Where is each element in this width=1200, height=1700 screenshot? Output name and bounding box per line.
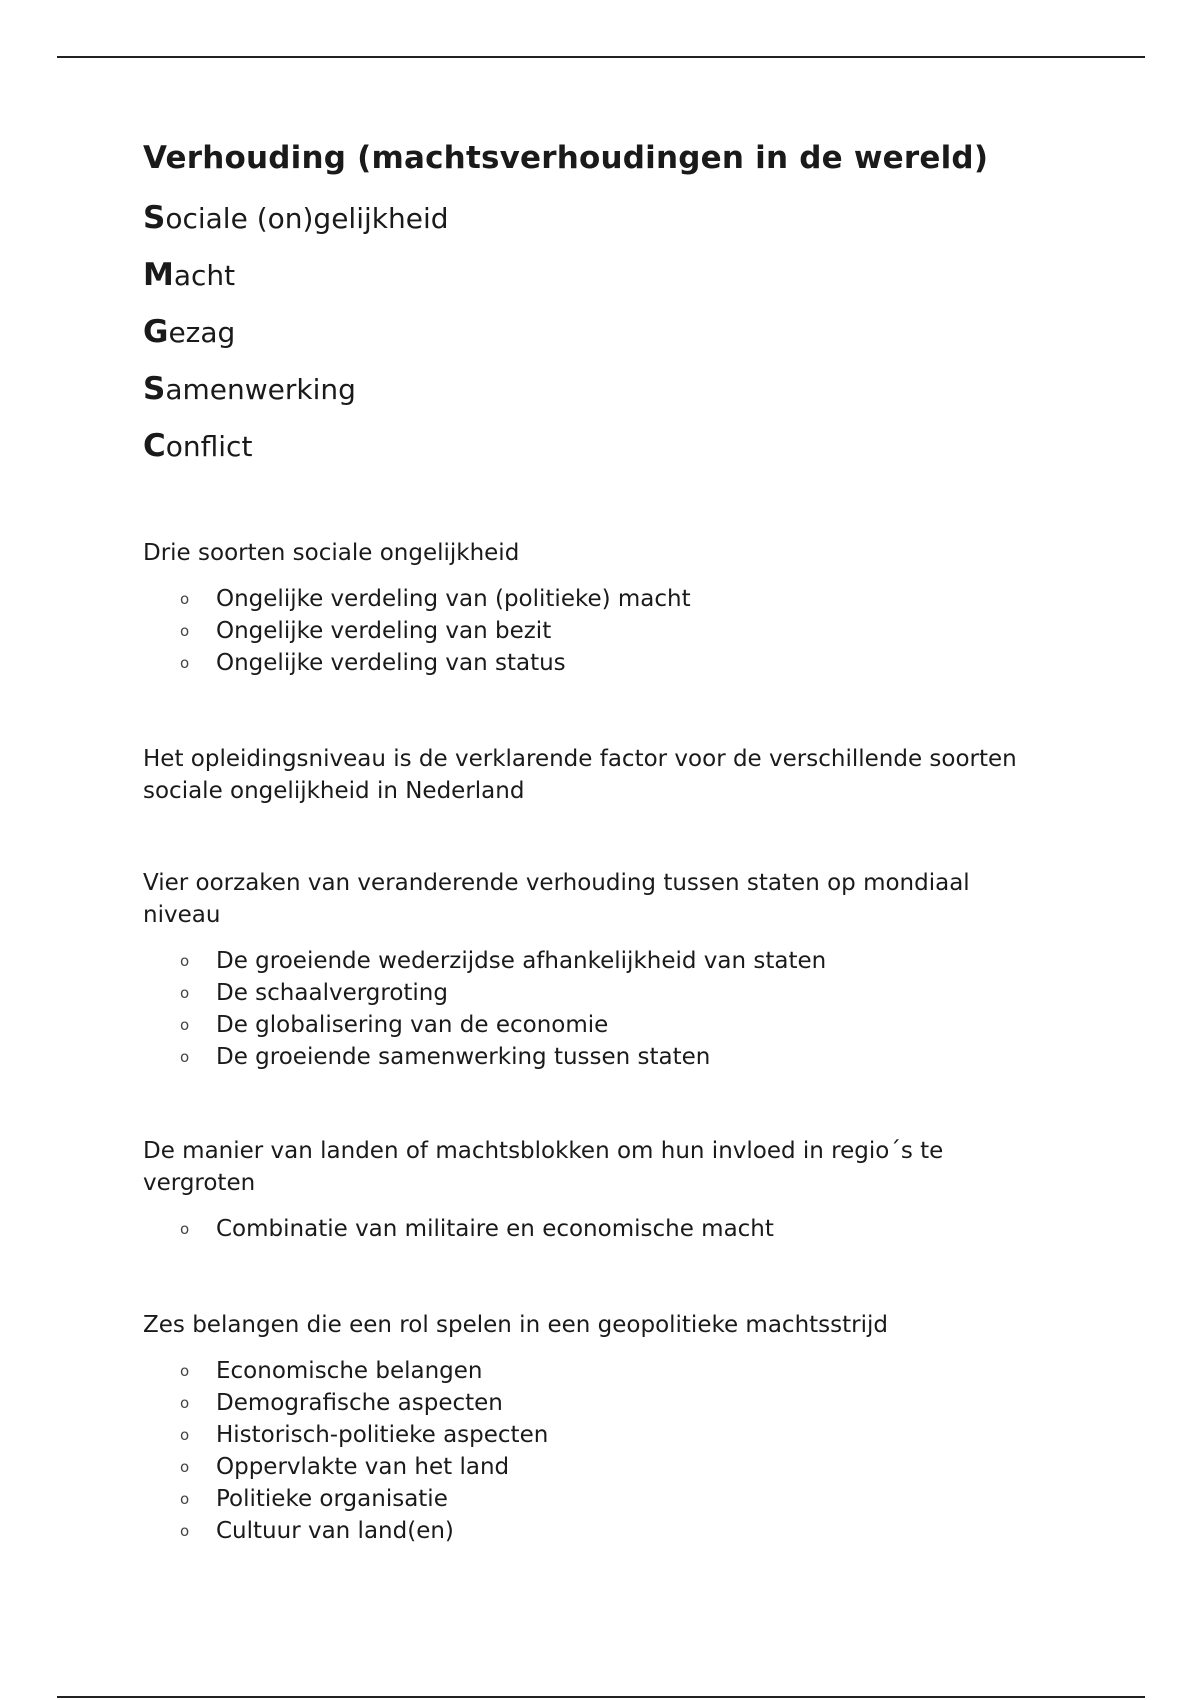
section-heading-invloed: De manier van landen of machtsblokken om hun invloed in regio´s te vergroten	[143, 1138, 944, 1196]
list-item: o Politieke organisatie	[143, 1483, 548, 1515]
section-heading-sociale-ongelijkheid: Drie soorten sociale ongelijkheid	[143, 540, 520, 566]
section-list-invloed	[143, 1213, 774, 1245]
acronym-line-1	[143, 200, 449, 236]
bullet-icon: o	[180, 1426, 190, 1444]
bullet-icon: o	[180, 952, 190, 970]
bullet-icon: o	[180, 1458, 190, 1476]
acronym-line-4	[143, 371, 356, 407]
list-item: o Ongelijke verdeling van (politieke) macht	[143, 583, 691, 615]
bullet-icon: o	[180, 1522, 190, 1540]
list-item: o De schaalvergroting	[143, 977, 826, 1009]
section-list-sociale-ongelijkheid	[143, 583, 691, 679]
section-list-oorzaken	[143, 945, 826, 1073]
top-rule	[57, 56, 1145, 58]
bullet-icon: o	[180, 1016, 190, 1034]
list-item: o De groeiende wederzijdse afhankelijkheid van staten	[143, 945, 826, 977]
acronym-line-3	[143, 314, 235, 350]
page-title: Verhouding (machtsverhoudingen in de wereld)	[143, 140, 989, 176]
bullet-icon: o	[180, 622, 190, 640]
bullet-icon: o	[180, 1048, 190, 1066]
list-item: o Economische belangen	[143, 1355, 548, 1387]
list-item: o De globalisering van de economie	[143, 1009, 826, 1041]
acronym-initial: S	[143, 200, 166, 236]
acronym-rest: amenwerking	[165, 373, 356, 406]
list-item: o Historisch-politieke aspecten	[143, 1419, 548, 1451]
acronym-line-5	[143, 428, 252, 464]
acronym-line-2	[143, 257, 235, 293]
section-heading-opleidingsniveau: Het opleidingsniveau is de verklarende factor voor de verschillende soorten sociale ongelijkheid in Nederland	[143, 746, 1017, 804]
list-item: o Ongelijke verdeling van bezit	[143, 615, 691, 647]
section-list-belangen	[143, 1355, 548, 1547]
bullet-icon: o	[180, 984, 190, 1002]
section-heading-oorzaken: Vier oorzaken van veranderende verhouding tussen staten op mondiaal niveau	[143, 870, 970, 928]
bullet-icon: o	[180, 654, 190, 672]
bullet-icon: o	[180, 1220, 190, 1238]
acronym-initial: G	[143, 314, 169, 350]
bullet-icon: o	[180, 590, 190, 608]
acronym-rest: acht	[173, 259, 236, 292]
bullet-icon: o	[180, 1490, 190, 1508]
list-item: o Combinatie van militaire en economische macht	[143, 1213, 774, 1245]
acronym-initial: S	[143, 371, 166, 407]
list-item: o Cultuur van land(en)	[143, 1515, 548, 1547]
bottom-rule	[57, 1696, 1145, 1698]
bullet-icon: o	[180, 1362, 190, 1380]
acronym-rest: ociale (on)gelijkheid	[165, 202, 449, 235]
acronym-initial: M	[143, 257, 174, 293]
list-item: o Ongelijke verdeling van status	[143, 647, 691, 679]
list-item: o Demografische aspecten	[143, 1387, 548, 1419]
section-heading-belangen: Zes belangen die een rol spelen in een geopolitieke machtsstrijd	[143, 1312, 888, 1338]
acronym-rest: ezag	[168, 316, 236, 349]
acronym-rest: onflict	[165, 430, 253, 463]
list-item: o De groeiende samenwerking tussen staten	[143, 1041, 826, 1073]
list-item: o Oppervlakte van het land	[143, 1451, 548, 1483]
bullet-icon: o	[180, 1394, 190, 1412]
acronym-initial: C	[143, 428, 166, 464]
